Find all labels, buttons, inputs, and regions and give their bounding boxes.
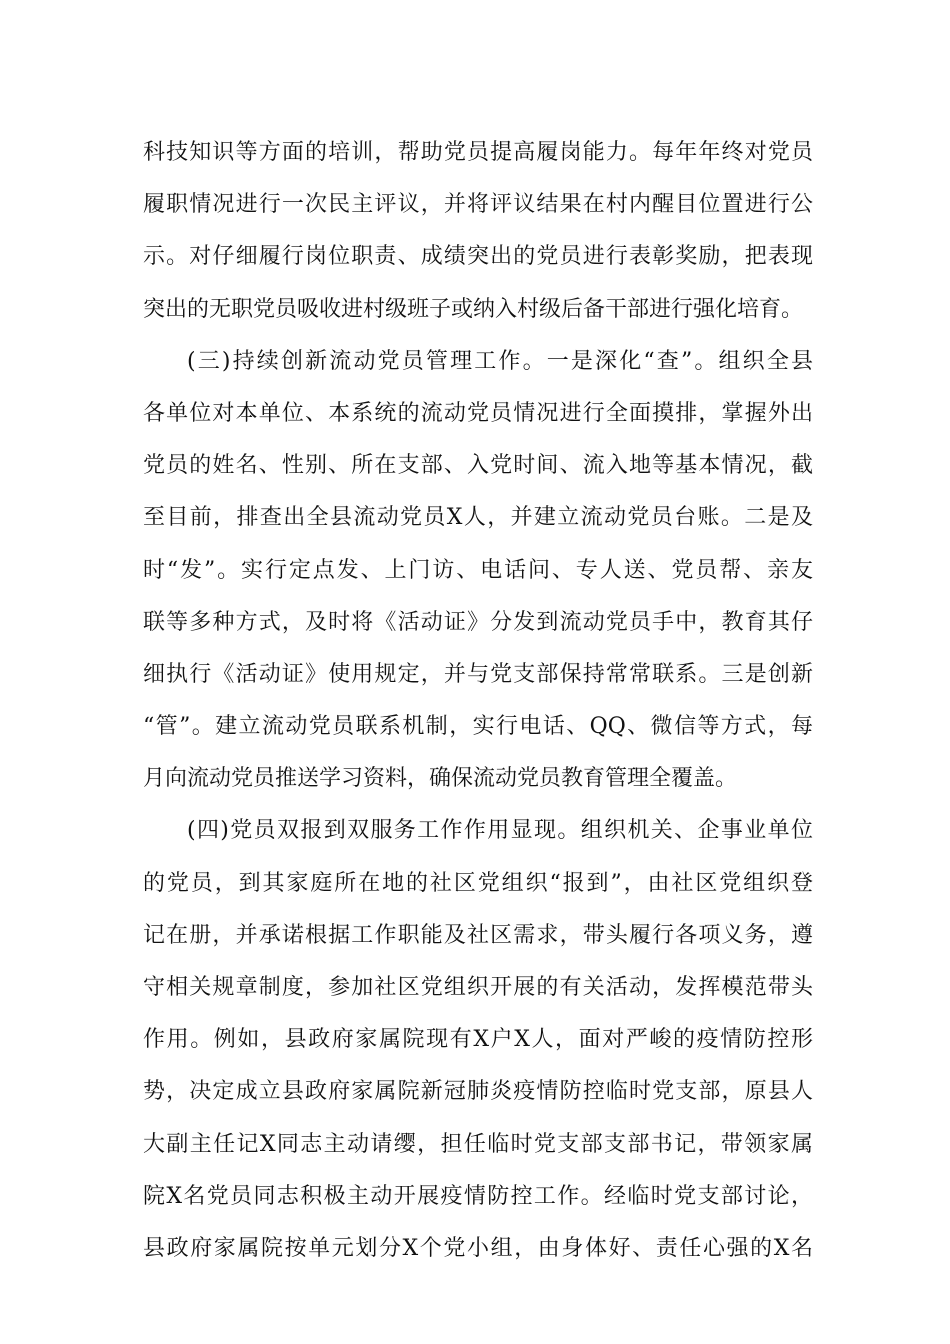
text-line: “管”。建立流动党员联系机制，实行电话、QQ、微信等方式，每 [143, 714, 813, 740]
text-line: 时“发”。实行定点发、上门访、电话问、专人送、党员帮、亲友 [143, 557, 813, 583]
paragraph-first-line: (四)党员双报到双服务工作作用显现。组织机关、企事业单位 [187, 818, 813, 844]
paragraph-first-line: (三)持续创新流动党员管理工作。一是深化“查”。组织全县 [187, 348, 813, 374]
text-line: 记在册，并承诺根据工作职能及社区需求，带头履行各项义务，遵 [143, 922, 813, 948]
text-line: 至目前，排查出全县流动党员X人，并建立流动党员台账。二是及 [143, 505, 813, 531]
text-line: 履职情况进行一次民主评议，并将评议结果在村内醒目位置进行公 [143, 192, 813, 218]
text-line: 的党员，到其家庭所在地的社区党组织“报到”，由社区党组织登 [143, 870, 813, 896]
text-line: 联等多种方式，及时将《活动证》分发到流动党员手中，教育其仔 [143, 609, 813, 635]
text-line: 党员的姓名、性别、所在支部、入党时间、流入地等基本情况，截 [143, 453, 813, 479]
text-line: 月向流动党员推送学习资料，确保流动党员教育管理全覆盖。 [143, 766, 738, 792]
text-line: 院X名党员同志积极主动开展疫情防控工作。经临时党支部讨论， [143, 1183, 813, 1209]
text-line: 各单位对本单位、本系统的流动党员情况进行全面摸排，掌握外出 [143, 400, 813, 426]
text-line: 细执行《活动证》使用规定，并与党支部保持常常联系。三是创新 [143, 661, 813, 687]
document-body-text [143, 127, 813, 1275]
text-line: 大副主任记X同志主动请缨，担任临时党支部支部书记，带领家属 [143, 1131, 813, 1157]
text-line: 突出的无职党员吸收进村级班子或纳入村级后备干部进行强化培育。 [143, 296, 804, 322]
text-line: 势，决定成立县政府家属院新冠肺炎疫情防控临时党支部，原县人 [143, 1079, 813, 1105]
text-line: 示。对仔细履行岗位职责、成绩突出的党员进行表彰奖励，把表现 [143, 244, 813, 270]
text-line: 守相关规章制度，参加社区党组织开展的有关活动，发挥模范带头 [143, 975, 813, 1000]
text-line: 科技知识等方面的培训，帮助党员提高履岗能力。每年年终对党员 [143, 140, 813, 165]
text-line: 县政府家属院按单元划分X个党小组，由身体好、责任心强的X名 [143, 1235, 813, 1261]
text-line: 作用。例如，县政府家属院现有X户X人，面对严峻的疫情防控形 [143, 1027, 813, 1053]
